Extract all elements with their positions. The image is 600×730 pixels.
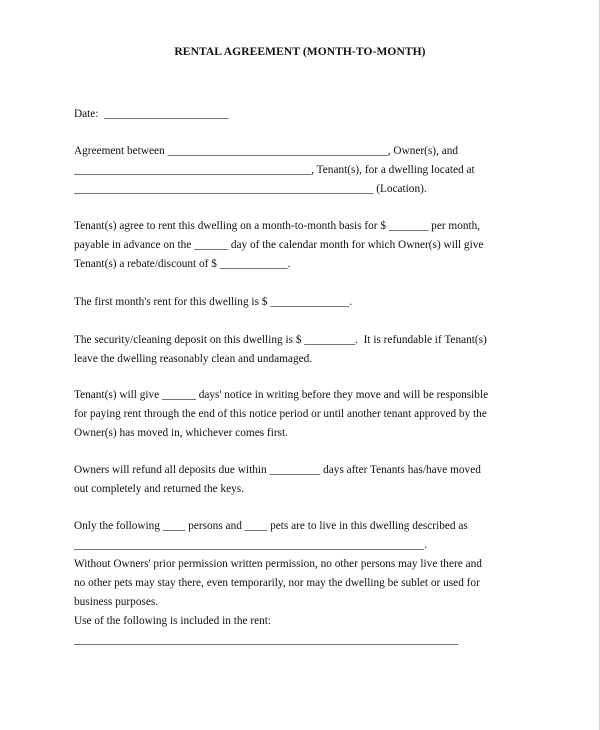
notice-line-3: Owner(s) has moved in, whichever comes first.	[74, 427, 288, 439]
notice-line-2: for paying rent through the end of this notice period or until another tenant approved by the	[74, 408, 487, 420]
occupants-line-2: ______________________________________________________________.	[74, 539, 428, 551]
rent-line-1: Tenant(s) agree to rent this dwelling on a month-to-month basis for $ _______ per month,	[74, 220, 481, 232]
deposit-line-1: The security/cleaning deposit on this dwelling is $ _________. It is refundable if Tenant(s)	[74, 334, 487, 346]
notice-line-1: Tenant(s) will give ______ days' notice in writing before they move and will be responsible	[74, 389, 489, 401]
permission-line-3: business purposes.	[74, 596, 159, 608]
first-month-line: The first month's rent for this dwelling is $ ______________.	[74, 296, 353, 308]
included-blank-line: ____________________________________________________________________	[74, 634, 459, 646]
refund-line-1: Owners will refund all deposits due within _________ days after Tenants has/have moved	[74, 464, 481, 476]
occupants-line-1: Only the following ____ persons and ____ pets are to live in this dwelling described as	[74, 520, 468, 532]
date-line: Date: ______________________	[74, 108, 229, 120]
refund-line-2: out completely and returned the keys.	[74, 483, 245, 495]
permission-line-2: no other pets may stay there, even temporarily, nor may the dwelling be sublet or used for	[74, 577, 480, 589]
agreement-line-3: _____________________________________________________ (Location).	[74, 183, 427, 195]
deposit-line-2: leave the dwelling reasonably clean and undamaged.	[74, 353, 313, 365]
rent-line-3: Tenant(s) a rebate/discount of $ ____________.	[74, 258, 291, 270]
permission-line-1: Without Owners' prior permission written permission, no other persons may live there and	[74, 558, 482, 570]
included-line: Use of the following is included in the rent:	[74, 615, 272, 627]
agreement-line-1: Agreement between _______________________________________, Owner(s), and	[74, 145, 459, 157]
agreement-line-2: __________________________________________, Tenant(s), for a dwelling located at	[74, 164, 475, 176]
document-title: RENTAL AGREEMENT (MONTH-TO-MONTH)	[174, 46, 426, 58]
rent-line-2: payable in advance on the ______ day of the calendar month for which Owner(s) will give	[74, 239, 484, 251]
